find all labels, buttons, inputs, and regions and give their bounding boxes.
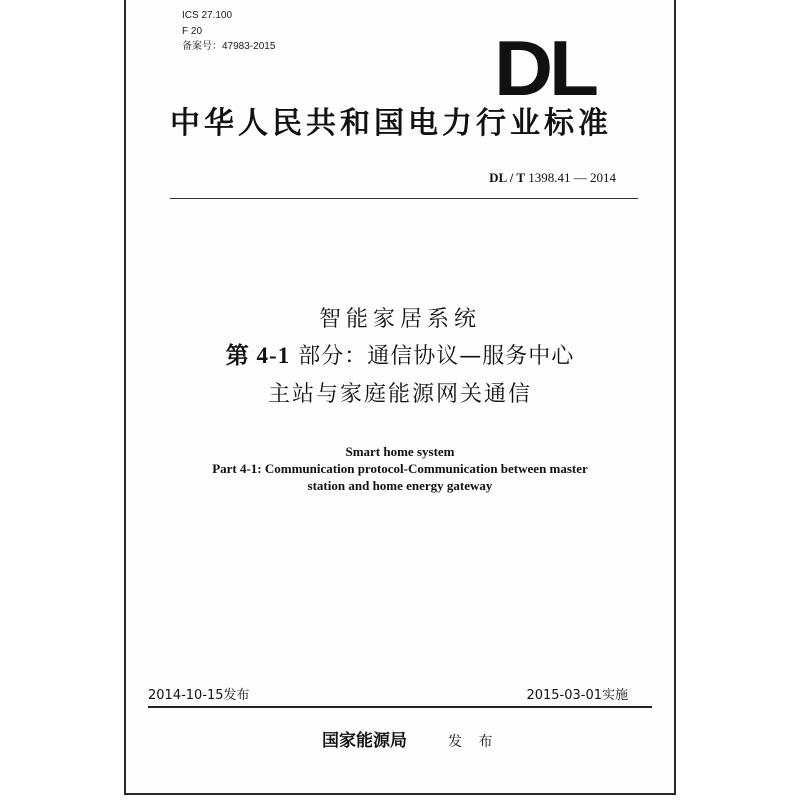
chinese-title-line-1: 智能家居系统: [318, 307, 481, 332]
standard-number: [489, 170, 616, 186]
standard-code: 1398.41 — 2014: [528, 170, 616, 185]
chinese-title-line-3: 主站与家庭能源网关通信: [267, 382, 532, 407]
implementation-date: 2015-03-01实施: [526, 688, 628, 703]
standard-prefix: DL / T: [489, 170, 525, 185]
record-number: 备案号：47983-2015: [182, 41, 276, 52]
part-title: 部分：通信协议—服务中心: [290, 344, 575, 369]
ics-code: ICS 27.100: [182, 10, 233, 21]
organization-title: 中华人民共和国电力行业标准: [170, 106, 612, 141]
standard-cover: [124, 0, 676, 795]
dl-logo: DL: [494, 24, 595, 112]
english-title-line-2: Part 4-1: Communication protocol-Communication between master: [212, 461, 588, 476]
footer-divider: [148, 706, 652, 708]
english-title-line-3: station and home energy gateway: [307, 478, 493, 493]
publish-label: 发 布: [448, 734, 499, 750]
header-divider: [170, 198, 638, 199]
part-number: 第 4-1: [225, 343, 291, 368]
classification-code: F 20: [182, 26, 203, 37]
chinese-title-line-2: [126, 341, 674, 372]
issue-date: 2014-10-15发布: [148, 688, 250, 703]
english-title-line-1: Smart home system: [345, 444, 455, 459]
publisher-name: 国家能源局: [322, 731, 407, 751]
